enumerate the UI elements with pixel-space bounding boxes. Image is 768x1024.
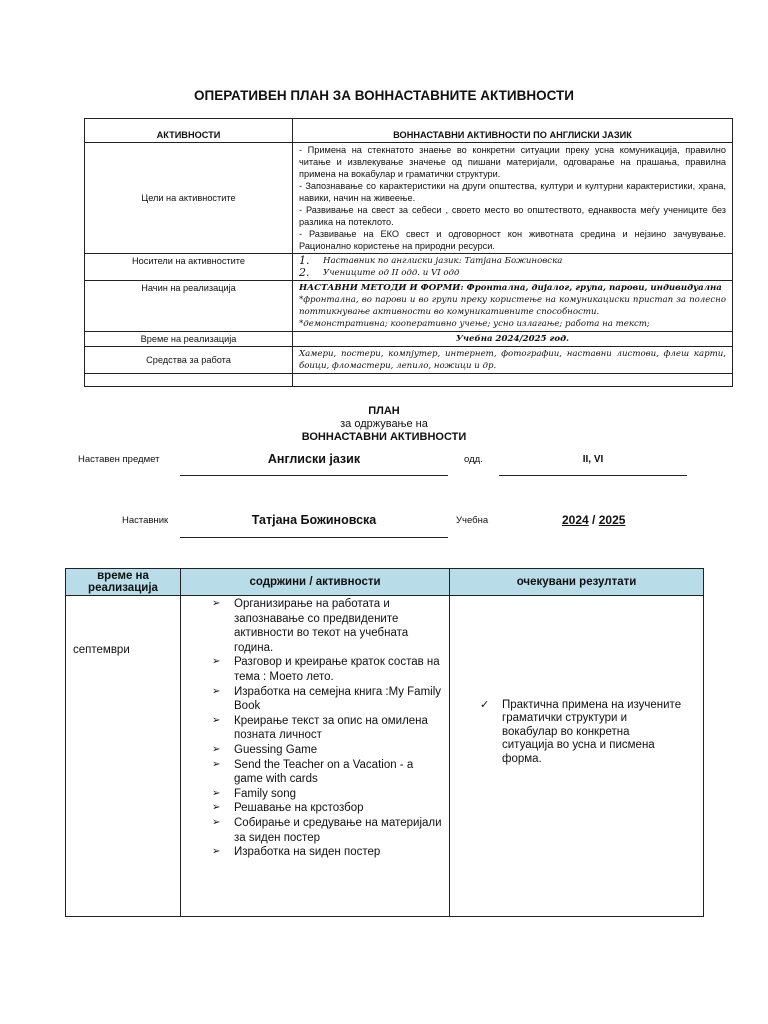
time-value: Учебна 2024/2025 год.: [293, 332, 733, 347]
class-value: II, VI: [582, 454, 604, 465]
goal-item: - Запознавање со карактеристики на други општества, култури и културни карактеристики, храна, навики, начин на живеење.: [299, 181, 726, 203]
arrow-bullet-icon: ➢: [212, 787, 221, 799]
class-label: одд.: [464, 454, 483, 465]
plan-subheading-2: ВОННАСТАВНИ АКТИВНОСТИ: [301, 431, 467, 443]
arrow-bullet-icon: ➢: [212, 598, 221, 609]
activity-text: Изработка на семејна книга :My Family Book: [234, 685, 442, 713]
subject-label: Наставен предмет: [78, 454, 160, 465]
goal-item: - Примена на стекнатото знаење во конкретни ситуации преку усна комуникација, правилно читање и извлекување значење од пишани материјали, одговарање на прашања, правилна примена на вокабулар и граматички структури.: [299, 145, 726, 179]
activity-text: Изработка на ѕиден постер: [234, 846, 381, 859]
list-item: [182, 758, 448, 787]
resources-row: [85, 347, 733, 374]
table-header-row: [85, 119, 733, 143]
carrier-text: Наставник по англиски јазик: Татјана Божиновска: [323, 256, 563, 266]
school-year: [562, 513, 625, 527]
time-row: [85, 332, 733, 347]
plan-heading: ПЛАН: [368, 405, 400, 417]
empty-cell: [85, 374, 293, 387]
arrow-bullet-icon: ➢: [212, 846, 221, 858]
activity-text: Разговор и креирање краток состав на тема : Моето лето.: [234, 656, 440, 683]
carrier-text: Учениците од II одд. и VI одд: [323, 268, 460, 278]
goal-item: - Развивање на свест за себеси , своето место во општеството, еднаквоста меѓу учениците без разлика на потеклото.: [299, 205, 726, 227]
list-item: [182, 743, 448, 758]
subject-value: Англиски јазик: [267, 452, 361, 466]
goals-label: Цели на активностите: [85, 143, 293, 254]
resources-label: Средства за работа: [85, 347, 293, 374]
goals-row: [85, 143, 733, 254]
teacher-underline: [180, 536, 448, 538]
arrow-bullet-icon: ➢: [212, 656, 221, 668]
activity-text: Решавање на крстозбор: [234, 802, 364, 815]
empty-row: [85, 374, 733, 387]
list-item: [182, 816, 448, 845]
carrier-item: [299, 255, 726, 267]
result-text: Практична примена на изучените граматички структури и вокабулар во конкретна ситуација во усна и писмена форма.: [502, 699, 682, 765]
carrier-number: 1.: [299, 254, 310, 267]
subject-underline: [180, 474, 448, 476]
list-item: [182, 845, 448, 860]
carriers-content: [293, 254, 733, 281]
activity-text: Guessing Game: [234, 743, 318, 756]
arrow-bullet-icon: ➢: [212, 758, 221, 770]
carrier-number: 2.: [299, 266, 310, 279]
resources-value: Хамери, постери, компјутер, интернет, фотографии, наставни листови, флеш карти, боици, фломастери, лепило, ножици и др.: [293, 347, 733, 374]
plan-subheading: за одржување на: [340, 418, 428, 430]
col-extracurricular-header: ВОННАСТАВНИ АКТИВНОСТИ ПО АНГЛИСКИ ЈАЗИК: [293, 119, 733, 143]
activity-text: Креирање текст за опис на омилена позната личност: [234, 714, 428, 742]
method-content: [293, 281, 733, 332]
header-time: време на реализација: [66, 569, 181, 596]
activities-list: [182, 597, 448, 860]
teacher-label: Наставник: [122, 515, 169, 526]
activities-table: [84, 118, 733, 387]
time-label: Време на реализација: [85, 332, 293, 347]
list-item: [182, 597, 448, 655]
header-content: содржини / активности: [181, 569, 450, 596]
carriers-label: Носители на активностите: [85, 254, 293, 281]
year-end: 2025: [598, 513, 626, 527]
carriers-row: [85, 254, 733, 281]
teacher-value: Татјана Божиновска: [251, 513, 377, 527]
method-line: *фронтална, во парови и во групи преку користење на комуникациски пристап за полесно поттикнување активности во комуникативните способности.: [299, 295, 726, 317]
arrow-bullet-icon: ➢: [212, 816, 221, 828]
list-item: [182, 801, 448, 816]
checkmark-icon: ✓: [480, 699, 490, 711]
year-separator: /: [588, 513, 599, 527]
method-heading: НАСТАВНИ МЕТОДИ И ФОРМИ: Фронтална, дијалог, група, парови, индивидуална: [299, 283, 722, 293]
plan-row-september: [66, 596, 704, 917]
method-row: [85, 281, 733, 332]
activity-text: Send the Teacher on a Vacation - a game with cards: [234, 758, 414, 786]
method-line: *демонстративна; кооперативно учење; усно излагање; работа на текст;: [299, 319, 650, 329]
empty-cell: [293, 374, 733, 387]
year-start: 2024: [562, 513, 589, 527]
page-title: ОПЕРАТИВЕН ПЛАН ЗА ВОННАСТАВНИТЕ АКТИВНОСТИ: [194, 88, 574, 103]
result-item: [450, 699, 683, 766]
class-underline: [499, 474, 687, 476]
list-item: [182, 714, 448, 743]
col-activities-header: АКТИВНОСТИ: [85, 119, 293, 143]
activity-text: Family song: [234, 787, 296, 800]
arrow-bullet-icon: ➢: [212, 714, 221, 726]
list-item: [182, 685, 448, 714]
year-label: Учебна: [456, 515, 489, 526]
goal-item: - Развивање на ЕКО свест и одговорност кон животната средина и нејзино зачувување. Рационално користење на природни ресурси.: [299, 229, 726, 251]
header-results: очекувани резултати: [450, 569, 704, 596]
carrier-item: [299, 267, 726, 279]
arrow-bullet-icon: ➢: [212, 802, 221, 814]
activities-cell: [181, 596, 450, 917]
goals-content: [293, 143, 733, 254]
method-label: Начин на реализација: [85, 281, 293, 332]
plan-table: [65, 568, 704, 917]
plan-table-header: [66, 569, 704, 596]
list-item: [182, 655, 448, 684]
results-cell: [450, 596, 704, 917]
list-item: [182, 787, 448, 802]
activity-text: Организирање на работата и запознавање со предвидените активности во текот на учебната година.: [234, 598, 409, 654]
arrow-bullet-icon: ➢: [212, 743, 221, 755]
arrow-bullet-icon: ➢: [212, 685, 221, 697]
month-cell: септември: [66, 596, 181, 917]
activity-text: Собирање и средување на материјали за ѕиден постер: [234, 816, 442, 844]
